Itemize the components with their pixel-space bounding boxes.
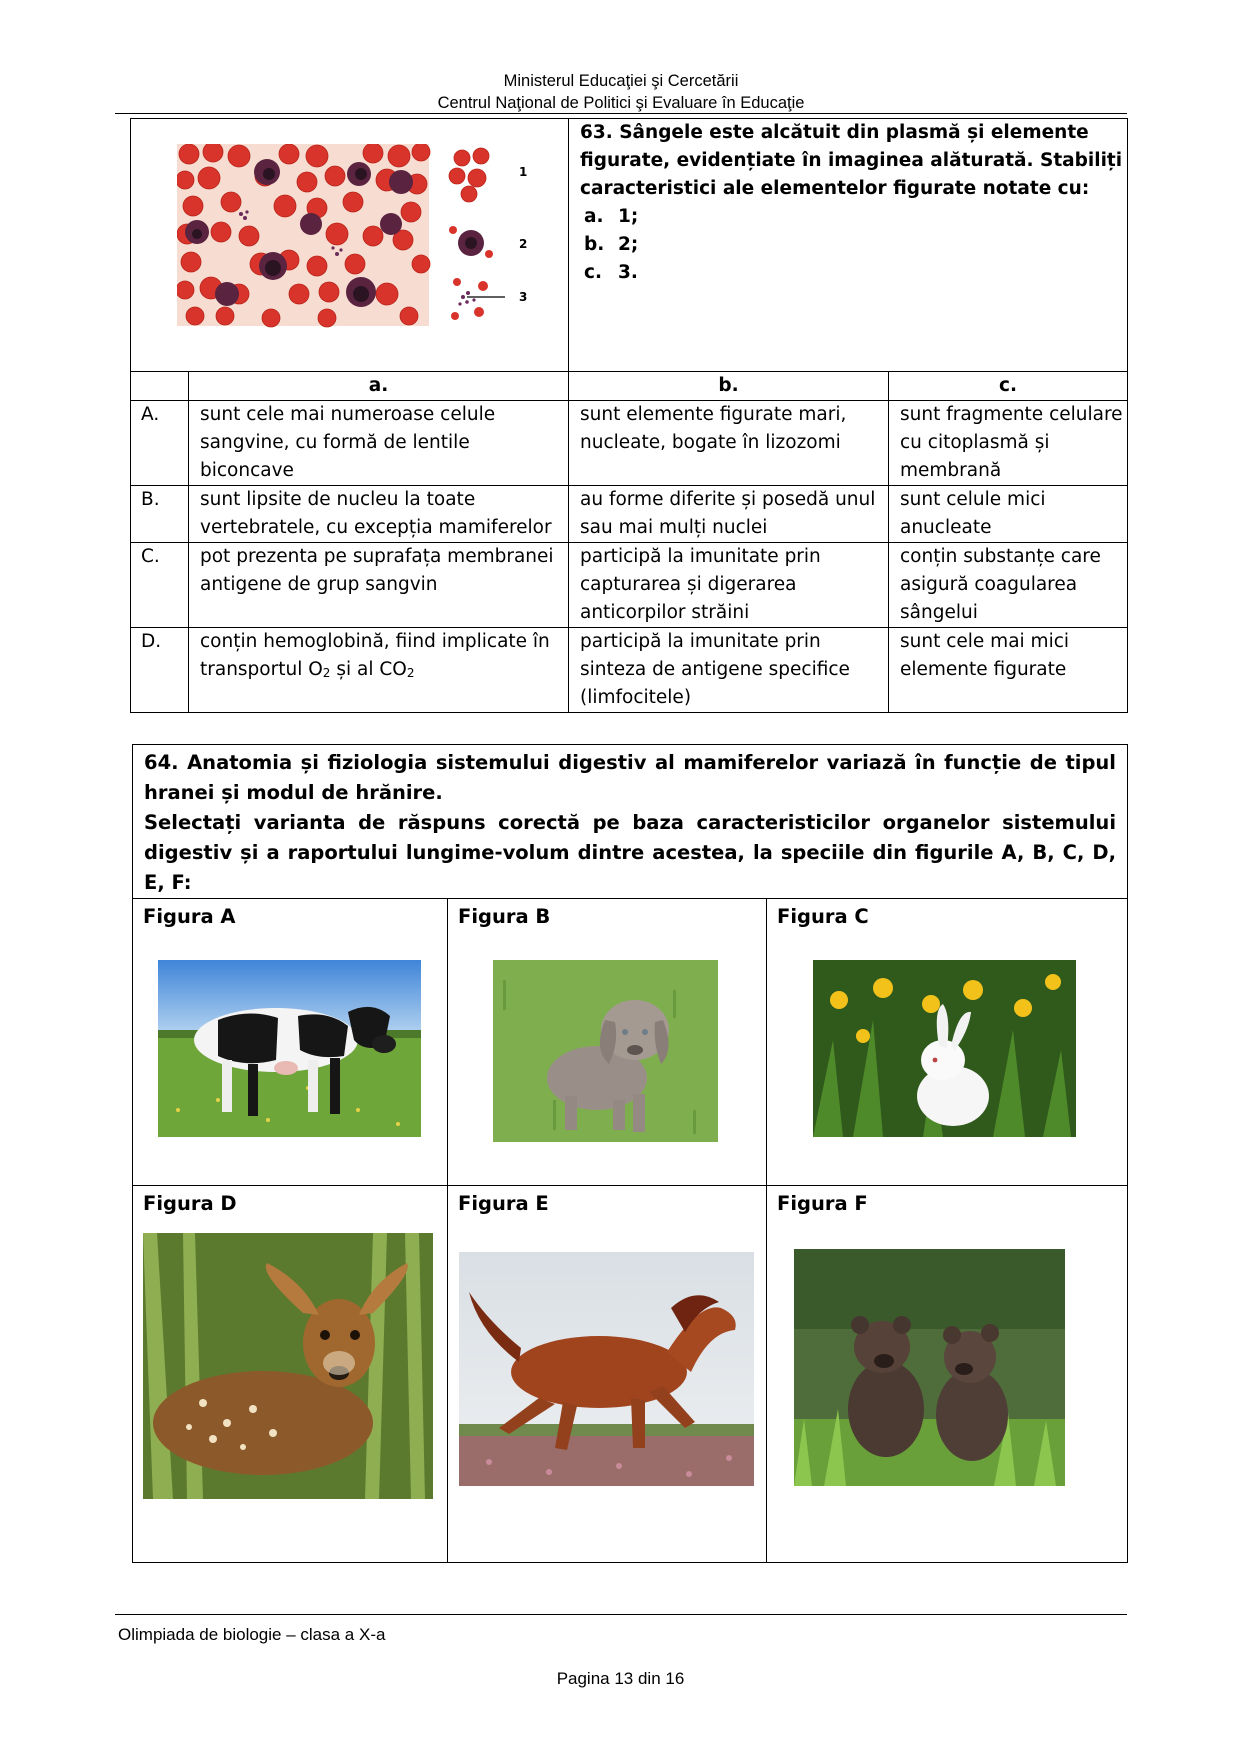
cell-b: participă la imunitate prin capturarea și digerarea anticorpilor străini [569,543,889,628]
figure-e-cell [448,1186,767,1563]
option-a: a. 1; [584,206,639,227]
table-row [131,401,1128,486]
fawn-photo [143,1233,433,1499]
question-64-line2: Selectați varianta de răspuns corectă pe baza caracteristicilor organelor sistemului digestiv și a raportului lungime-volum dintre acestea, la speciile din figurile A, B, C, D, E, F: [144,811,1116,894]
corner-cell [131,372,189,401]
page-number: Pagina 13 din 16 [556,1669,685,1688]
puppy-photo [493,960,718,1142]
figure-a-cell [133,899,448,1186]
cell-a: pot prezenta pe suprafața membranei antigene de grup sangvin [189,543,569,628]
column-header-b: b. [569,372,889,401]
cell-a: conțin hemoglobină, fiind implicate în transportul O2 și al CO2 [189,628,569,713]
row-label: B. [131,486,189,543]
smear-label-1: 1 [519,165,528,179]
footer-rule [115,1614,1127,1615]
question-63-table [130,118,1128,713]
question-64-line1: 64. Anatomia și fiziologia sistemului digestiv al mamiferelor variază în funcție de tipul hranei și modul de hrănire. [144,751,1116,804]
cell-c: sunt celule mici anucleate [889,486,1128,543]
row-label: A. [131,401,189,486]
figure-d-cell [133,1186,448,1563]
header-rule [115,113,1127,114]
cow-photo [158,960,421,1137]
figure-b-cell [448,899,767,1186]
ministry-line: Ministerul Educaţiei şi Cercetării [503,72,739,90]
option-b: b. 2; [584,234,639,255]
footer-olympiad: Olimpiada de biologie – clasa a X-a [118,1625,386,1644]
figure-d-label: Figura D [143,1192,237,1215]
table-row [131,543,1128,628]
figure-a-label: Figura A [143,905,236,928]
figure-c-cell [767,899,1128,1186]
question-64-stem [133,745,1128,899]
figure-f-cell [767,1186,1128,1563]
figure-c-label: Figura C [777,905,869,928]
figure-f-label: Figura F [777,1192,868,1215]
smear-label-3: 3 [519,290,528,304]
column-header-c: c. [889,372,1128,401]
cell-b: participă la imunitate prin sinteza de antigene specifice (limfocitele) [569,628,889,713]
figure-e-label: Figura E [458,1192,549,1215]
cell-b: au forme diferite și posedă unul sau mai mulți nuclei [569,486,889,543]
cell-b: sunt elemente figurate mari, nucleate, bogate în lizozomi [569,401,889,486]
question-63-stem [569,119,1128,372]
page-header [115,70,1127,114]
blood-smear-image [177,144,565,339]
horse-photo [459,1252,754,1486]
cell-a: sunt lipsite de nucleu la toate vertebratele, cu excepția mamiferelor [189,486,569,543]
rabbit-photo [813,960,1076,1137]
option-c: c. 3. [584,262,638,283]
bear-cubs-photo [794,1249,1065,1486]
cell-a: sunt cele mai numeroase celule sangvine, cu formă de lentile biconcave [189,401,569,486]
center-line: Centrul Naţional de Politici şi Evaluare în Educaţie [437,94,805,112]
figure-b-label: Figura B [458,905,551,928]
cell-c: sunt fragmente celulare cu citoplasmă și membrană [889,401,1128,486]
cell-c: sunt cele mai mici elemente figurate [889,628,1128,713]
column-header-a: a. [189,372,569,401]
table-row [131,486,1128,543]
question-64-table [132,744,1128,1563]
smear-label-2: 2 [519,237,528,251]
cell-c: conțin substanțe care asigură coagularea sângelui [889,543,1128,628]
blood-smear-cell [131,119,569,372]
table-row [131,628,1128,713]
question-63-text: 63. Sângele este alcătuit din plasmă și elemente figurate, evidențiate în imaginea alăturată. Stabiliți caracteristici ale elementelor figurate notate cu: [580,122,1123,199]
row-label: C. [131,543,189,628]
row-label: D. [131,628,189,713]
